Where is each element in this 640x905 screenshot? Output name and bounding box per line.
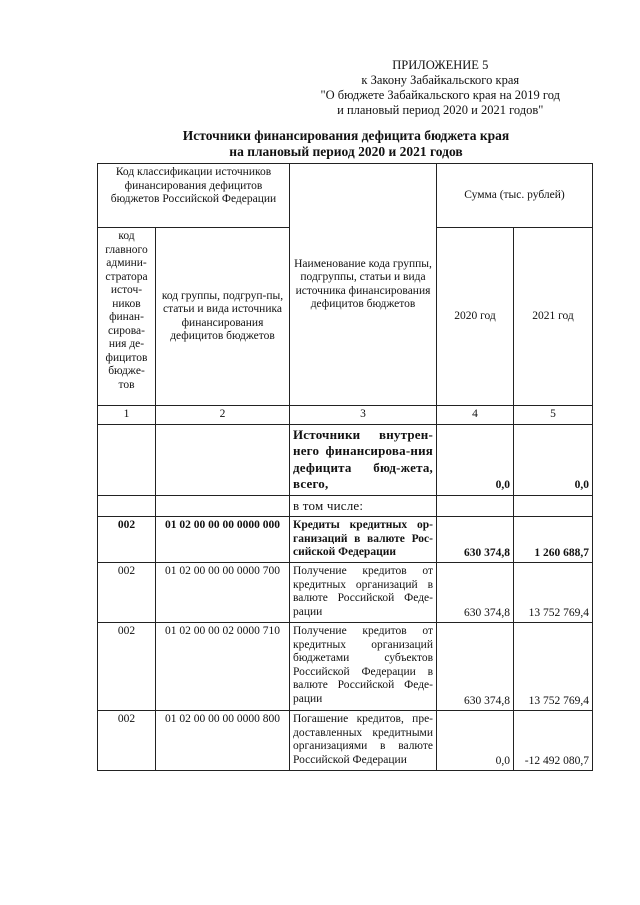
name-cell: Погашение кредитов, пре-доставленных кредитными организациями в валюте Российской Федерации [290,711,437,771]
admin-cell: 002 [98,517,156,563]
table-row-subheading [98,495,593,517]
column-number: 4 [437,406,514,425]
appendix-number: ПРИЛОЖЕНИЕ 5 [392,58,489,72]
name-cell: Источники внутрен-него финансирова-ния дефицита бюд-жета, всего, [290,424,437,495]
year-2021-header: 2021 год [514,228,593,406]
admin-cell: 002 [98,563,156,623]
value-2020-cell: 0,0 [437,424,514,495]
value-2020-cell [437,495,514,517]
name-cell: Получение кредитов от кредитных организаций бюджетами субъектов Российской Федерации в валюте Российской Феде-рации [290,623,437,711]
value-2020-cell: 0,0 [437,711,514,771]
value-2021-cell [514,495,593,517]
appendix-law-ref: к Закону Забайкальского края [361,73,520,87]
admin-cell: 002 [98,623,156,711]
column-number: 2 [156,406,290,425]
name-cell: Получение кредитов от кредитных организаций в валюте Российской Феде-рации [290,563,437,623]
column-number: 1 [98,406,156,425]
value-2021-cell: 1 260 688,7 [514,517,593,563]
value-2021-cell: 0,0 [514,424,593,495]
table-row [98,563,593,623]
table-row [98,424,593,495]
year-2020-header: 2020 год [437,228,514,406]
admin-cell: 002 [98,711,156,771]
admin-code-header: код главного админи-стратора источ-ников финан-сирова-ния де-фицитов бюджe-тов [98,228,156,406]
code-cell [156,424,290,495]
document-title [96,128,596,160]
column-number: 5 [514,406,593,425]
name-cell: в том числе: [290,495,437,517]
column-numbers-row [98,406,593,425]
title-line-2: на плановый период 2020 и 2021 годов [229,144,463,159]
classification-code-header: Код классификации источников финансирования дефицитов бюджетов Российской Федерации [98,164,290,228]
value-2021-cell: 13 752 769,4 [514,623,593,711]
name-cell: Кредиты кредитных ор-ганизаций в валюте Рос-сийской Федерации [290,517,437,563]
header-row-1 [98,164,593,228]
title-line-1: Источники финансирования дефицита бюджета края [182,128,510,143]
table-row [98,517,593,563]
name-header: Наименование кода группы, подгруппы, статьи и вида источника финансирования дефицитов бюджетов [290,164,437,406]
appendix-header [321,58,560,118]
financing-sources-table [97,163,593,771]
group-code-header: код группы, подгруп-пы, статьи и вида источника финансирования дефицитов бюджетов [156,228,290,406]
table-row [98,623,593,711]
value-2021-cell: 13 752 769,4 [514,563,593,623]
value-2020-cell: 630 374,8 [437,517,514,563]
appendix-law-title: "О бюджете Забайкальского края на 2019 год [320,88,560,102]
appendix-law-period: и плановый период 2020 и 2021 годов" [337,103,544,117]
code-cell: 01 02 00 00 00 0000 700 [156,563,290,623]
value-2020-cell: 630 374,8 [437,623,514,711]
column-number: 3 [290,406,437,425]
sum-header: Сумма (тыс. рублей) [437,164,593,228]
table-row [98,711,593,771]
admin-cell [98,495,156,517]
admin-cell [98,424,156,495]
value-2020-cell: 630 374,8 [437,563,514,623]
code-cell: 01 02 00 00 02 0000 710 [156,623,290,711]
code-cell: 01 02 00 00 00 0000 000 [156,517,290,563]
code-cell: 01 02 00 00 00 0000 800 [156,711,290,771]
value-2021-cell: -12 492 080,7 [514,711,593,771]
code-cell [156,495,290,517]
